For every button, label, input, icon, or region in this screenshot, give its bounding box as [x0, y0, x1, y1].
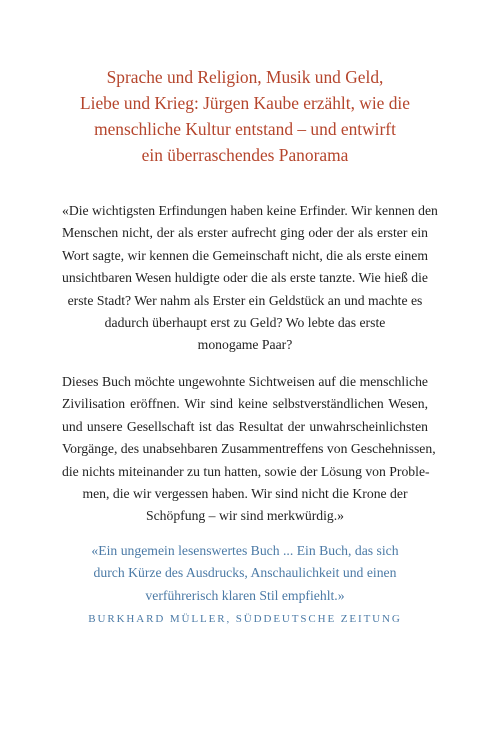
headline-line: ein überraschendes Panorama — [141, 145, 349, 165]
body-line: die nichts miteinander zu tun hatten, sowie der Lösung von Proble- — [62, 463, 430, 479]
body-line: men, die wir vergessen haben. Wir sind nicht die Krone der — [82, 486, 408, 502]
body-line: Schöpfung – wir sind merkwürdig.» — [145, 508, 345, 524]
press-review — [70, 540, 420, 607]
review-line: durch Kürze des Ausdrucks, Anschaulichkeit und einen — [93, 565, 397, 581]
headline-line: Sprache und Religion, Musik und Geld, — [106, 67, 384, 87]
headline-line: menschliche Kultur entstand – und entwirft — [94, 119, 396, 139]
headline-line: Liebe und Krieg: Jürgen Kaube erzählt, wie die — [80, 93, 410, 113]
body-line: Dieses Buch möchte ungewohnte Sichtweisen auf die menschliche — [62, 374, 428, 389]
quote-line: erste Stadt? Wer nahm als Erster ein Geldstück an und machte es — [67, 292, 423, 308]
quote-line: unsichtbaren Wesen huldigte oder die als erste tanzte. Wie hieß die — [62, 270, 428, 286]
author-quote — [62, 200, 438, 357]
quote-line: Wort sagte, wir kennen die Gemeinschaft nicht, die als erste einem — [62, 247, 428, 263]
quote-line: monogame Paar? — [197, 337, 293, 353]
review-line: verführerisch klaren Stil empfiehlt.» — [145, 587, 345, 603]
body-line: Zivilisation eröffnen. Wir sind keine selbstverständlichen Wesen, — [62, 396, 428, 412]
quote-line: «Die wichtigsten Erfindungen haben keine Erfinder. Wir kennen den — [62, 203, 438, 218]
description-paragraph — [62, 371, 436, 528]
quote-line: dadurch überhaupt erst zu Geld? Wo lebte das erste — [104, 315, 386, 331]
quote-line: Menschen nicht, der als erster aufrecht ging oder der als erster ein — [62, 225, 428, 241]
body-line: Vorgänge, des unabsehbaren Zusammentreffens von Geschehnissen, — [62, 441, 436, 457]
body-line: und unsere Gesellschaft ist das Resultat der unwahrscheinlichsten — [62, 418, 428, 434]
review-line: «Ein ungemein lesenswertes Buch ... Ein Buch, das sich — [91, 543, 399, 558]
review-attribution: BURKHARD MÜLLER, SÜDDEUTSCHE ZEITUNG — [88, 613, 402, 625]
headline — [40, 64, 450, 168]
